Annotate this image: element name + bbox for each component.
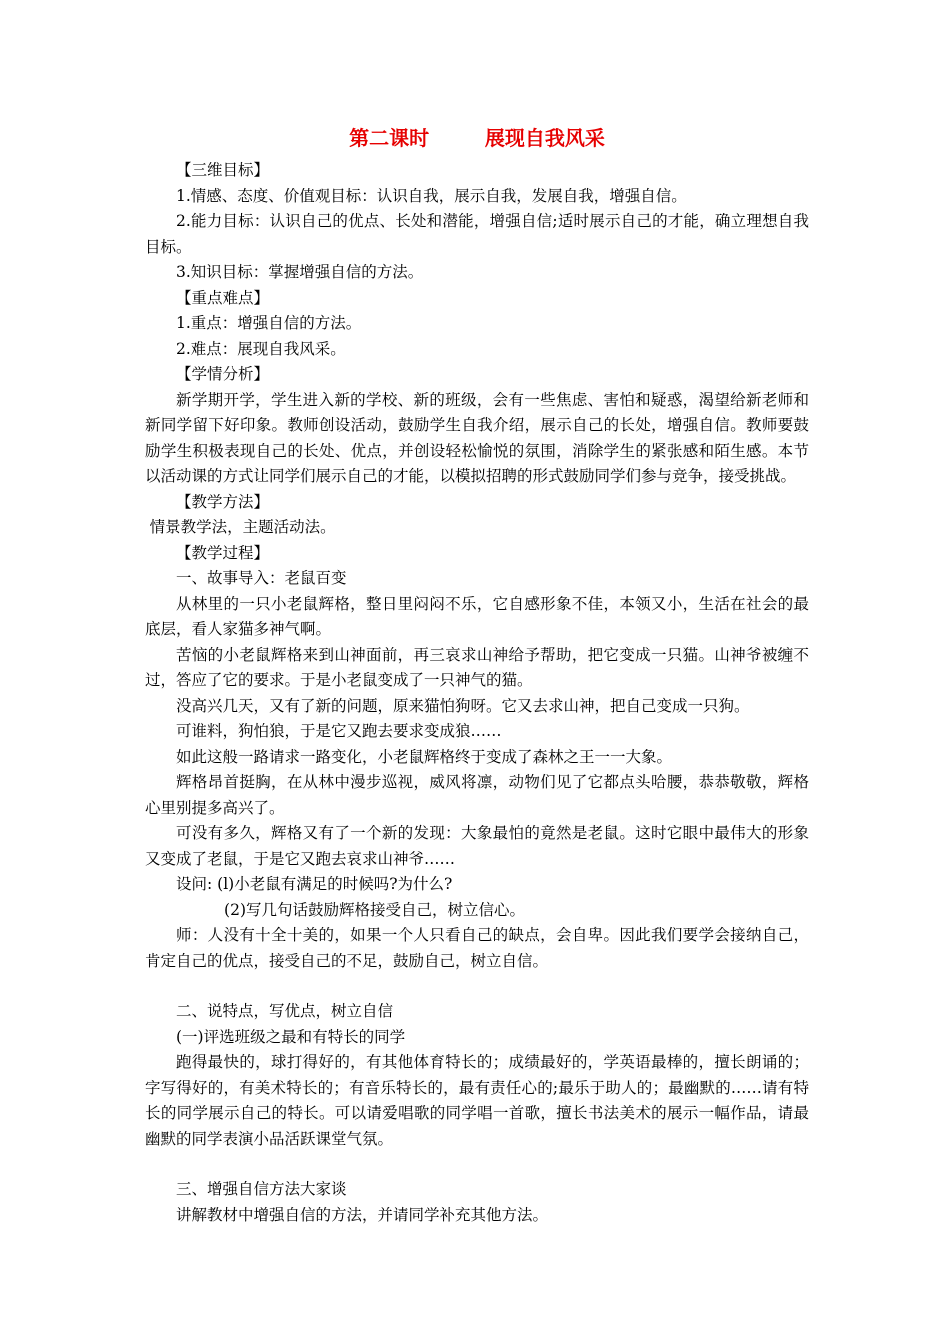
story-paragraph-5: 如此这般一路请求一路变化，小老鼠辉格终于变成了森林之王一一大象。 xyxy=(176,747,673,766)
section-heading-key-points: 【重点难点】 xyxy=(176,288,270,307)
key-point-1: 1.重点：增强自信的方法。 xyxy=(176,314,362,332)
process-part-3-heading: 三、增强自信方法大家谈 xyxy=(176,1180,347,1198)
section-heading-methods: 【教学方法】 xyxy=(176,492,270,511)
question-2: (2)写几句话鼓励辉格接受自己，树立信心。 xyxy=(224,900,526,919)
objective-2: 2.能力目标：认识自己的优点、长处和潜能，增强自信;适时展示自己的才能，确立理想自我目标。 xyxy=(145,212,809,256)
section-heading-process: 【教学过程】 xyxy=(176,543,270,562)
spacer xyxy=(145,974,809,999)
methods-paragraph: 情景教学法，主题活动法。 xyxy=(149,518,336,536)
key-point-2: 2.难点：展现自我风采。 xyxy=(176,339,346,358)
story-paragraph-7: 可没有多久，辉格又有了一个新的发现：大象最怕的竟然是老鼠。这时它眼中最伟大的形象又变成了老鼠，于是它又跑去哀求山神爷…… xyxy=(145,824,809,868)
story-paragraph-6: 辉格昂首挺胸，在从林中漫步巡视，威风将凛，动物们见了它都点头哈腰，恭恭敬敬，辉格心里别提多高兴了。 xyxy=(145,773,809,817)
page-title: 第二课时 展现自我风采 xyxy=(349,126,605,150)
process-part-2-paragraph: 跑得最快的，球打得好的，有其他体育特长的；成绩最好的，学英语最棒的，擅长朗诵的；字写得好的，有美术特长的；有音乐特长的，最有责任心的;最乐于助人的；最幽默的……请有特长的同学展示自己的特长。可以请爱唱歌的同学唱一首歌，擅长书法美术的展示一幅作品，请最幽默的同学表演小品活跃课堂气氛。 xyxy=(145,1053,809,1148)
section-heading-objectives: 【三维目标】 xyxy=(176,161,270,179)
document-page xyxy=(145,118,809,1228)
process-part-3-paragraph: 讲解教材中增强自信的方法，并请同学补充其他方法。 xyxy=(176,1205,549,1224)
teacher-comment: 师：人没有十全十美的，如果一个人只看自己的缺点，会自卑。因此我们要学会接纳自己，肯定自己的优点，接受自己的不足，鼓励自己，树立自信。 xyxy=(145,926,809,970)
objective-3: 3.知识目标：掌握增强自信的方法。 xyxy=(176,263,424,281)
story-paragraph-2: 苦恼的小老鼠辉格来到山神面前，再三哀求山神给予帮助，把它变成一只猫。山神爷被缠不过，答应了它的要求。于是小老鼠变成了一只神气的猫。 xyxy=(145,645,809,689)
story-paragraph-3: 没高兴几天，又有了新的问题，原来猫怕狗呀。它又去求山神，把自己变成一只狗。 xyxy=(176,696,750,715)
section-heading-analysis: 【学情分析】 xyxy=(176,365,270,383)
question-1: 设问: (l)小老鼠有满足的时候吗?为什么? xyxy=(176,875,453,893)
process-part-1-heading: 一、故事导入：老鼠百变 xyxy=(176,569,347,587)
objective-1: 1.情感、态度、价值观目标：认识自我，展示自我，发展自我，增强自信。 xyxy=(176,186,687,205)
process-part-2-heading: 二、说特点，写优点，树立自信 xyxy=(176,1002,394,1020)
process-part-2-subheading: (一)评选班级之最和有特长的同学 xyxy=(176,1027,406,1046)
story-paragraph-4: 可谁料，狗怕狼，于是它又跑去要求变成狼…… xyxy=(176,722,502,740)
analysis-paragraph: 新学期开学，学生进入新的学校、新的班级，会有一些焦虑、害怕和疑惑，渴望给新老师和新同学留下好印象。教师创设活动，鼓励学生自我介绍，展示自己的长处，增强自信。教师要鼓励学生积极表现自己的长处、优点，并创设轻松愉悦的氛围，消除学生的紧张感和陌生感。本节以活动课的方式让同学们展示自己的才能，以模拟招聘的形式鼓励同学们参与竞争，接受挑战。 xyxy=(145,390,809,485)
story-paragraph-1: 从林里的一只小老鼠辉格，整日里闷闷不乐，它自感形象不佳，本领又小，生活在社会的最底层，看人家猫多神气啊。 xyxy=(145,594,809,638)
spacer xyxy=(145,1152,809,1177)
